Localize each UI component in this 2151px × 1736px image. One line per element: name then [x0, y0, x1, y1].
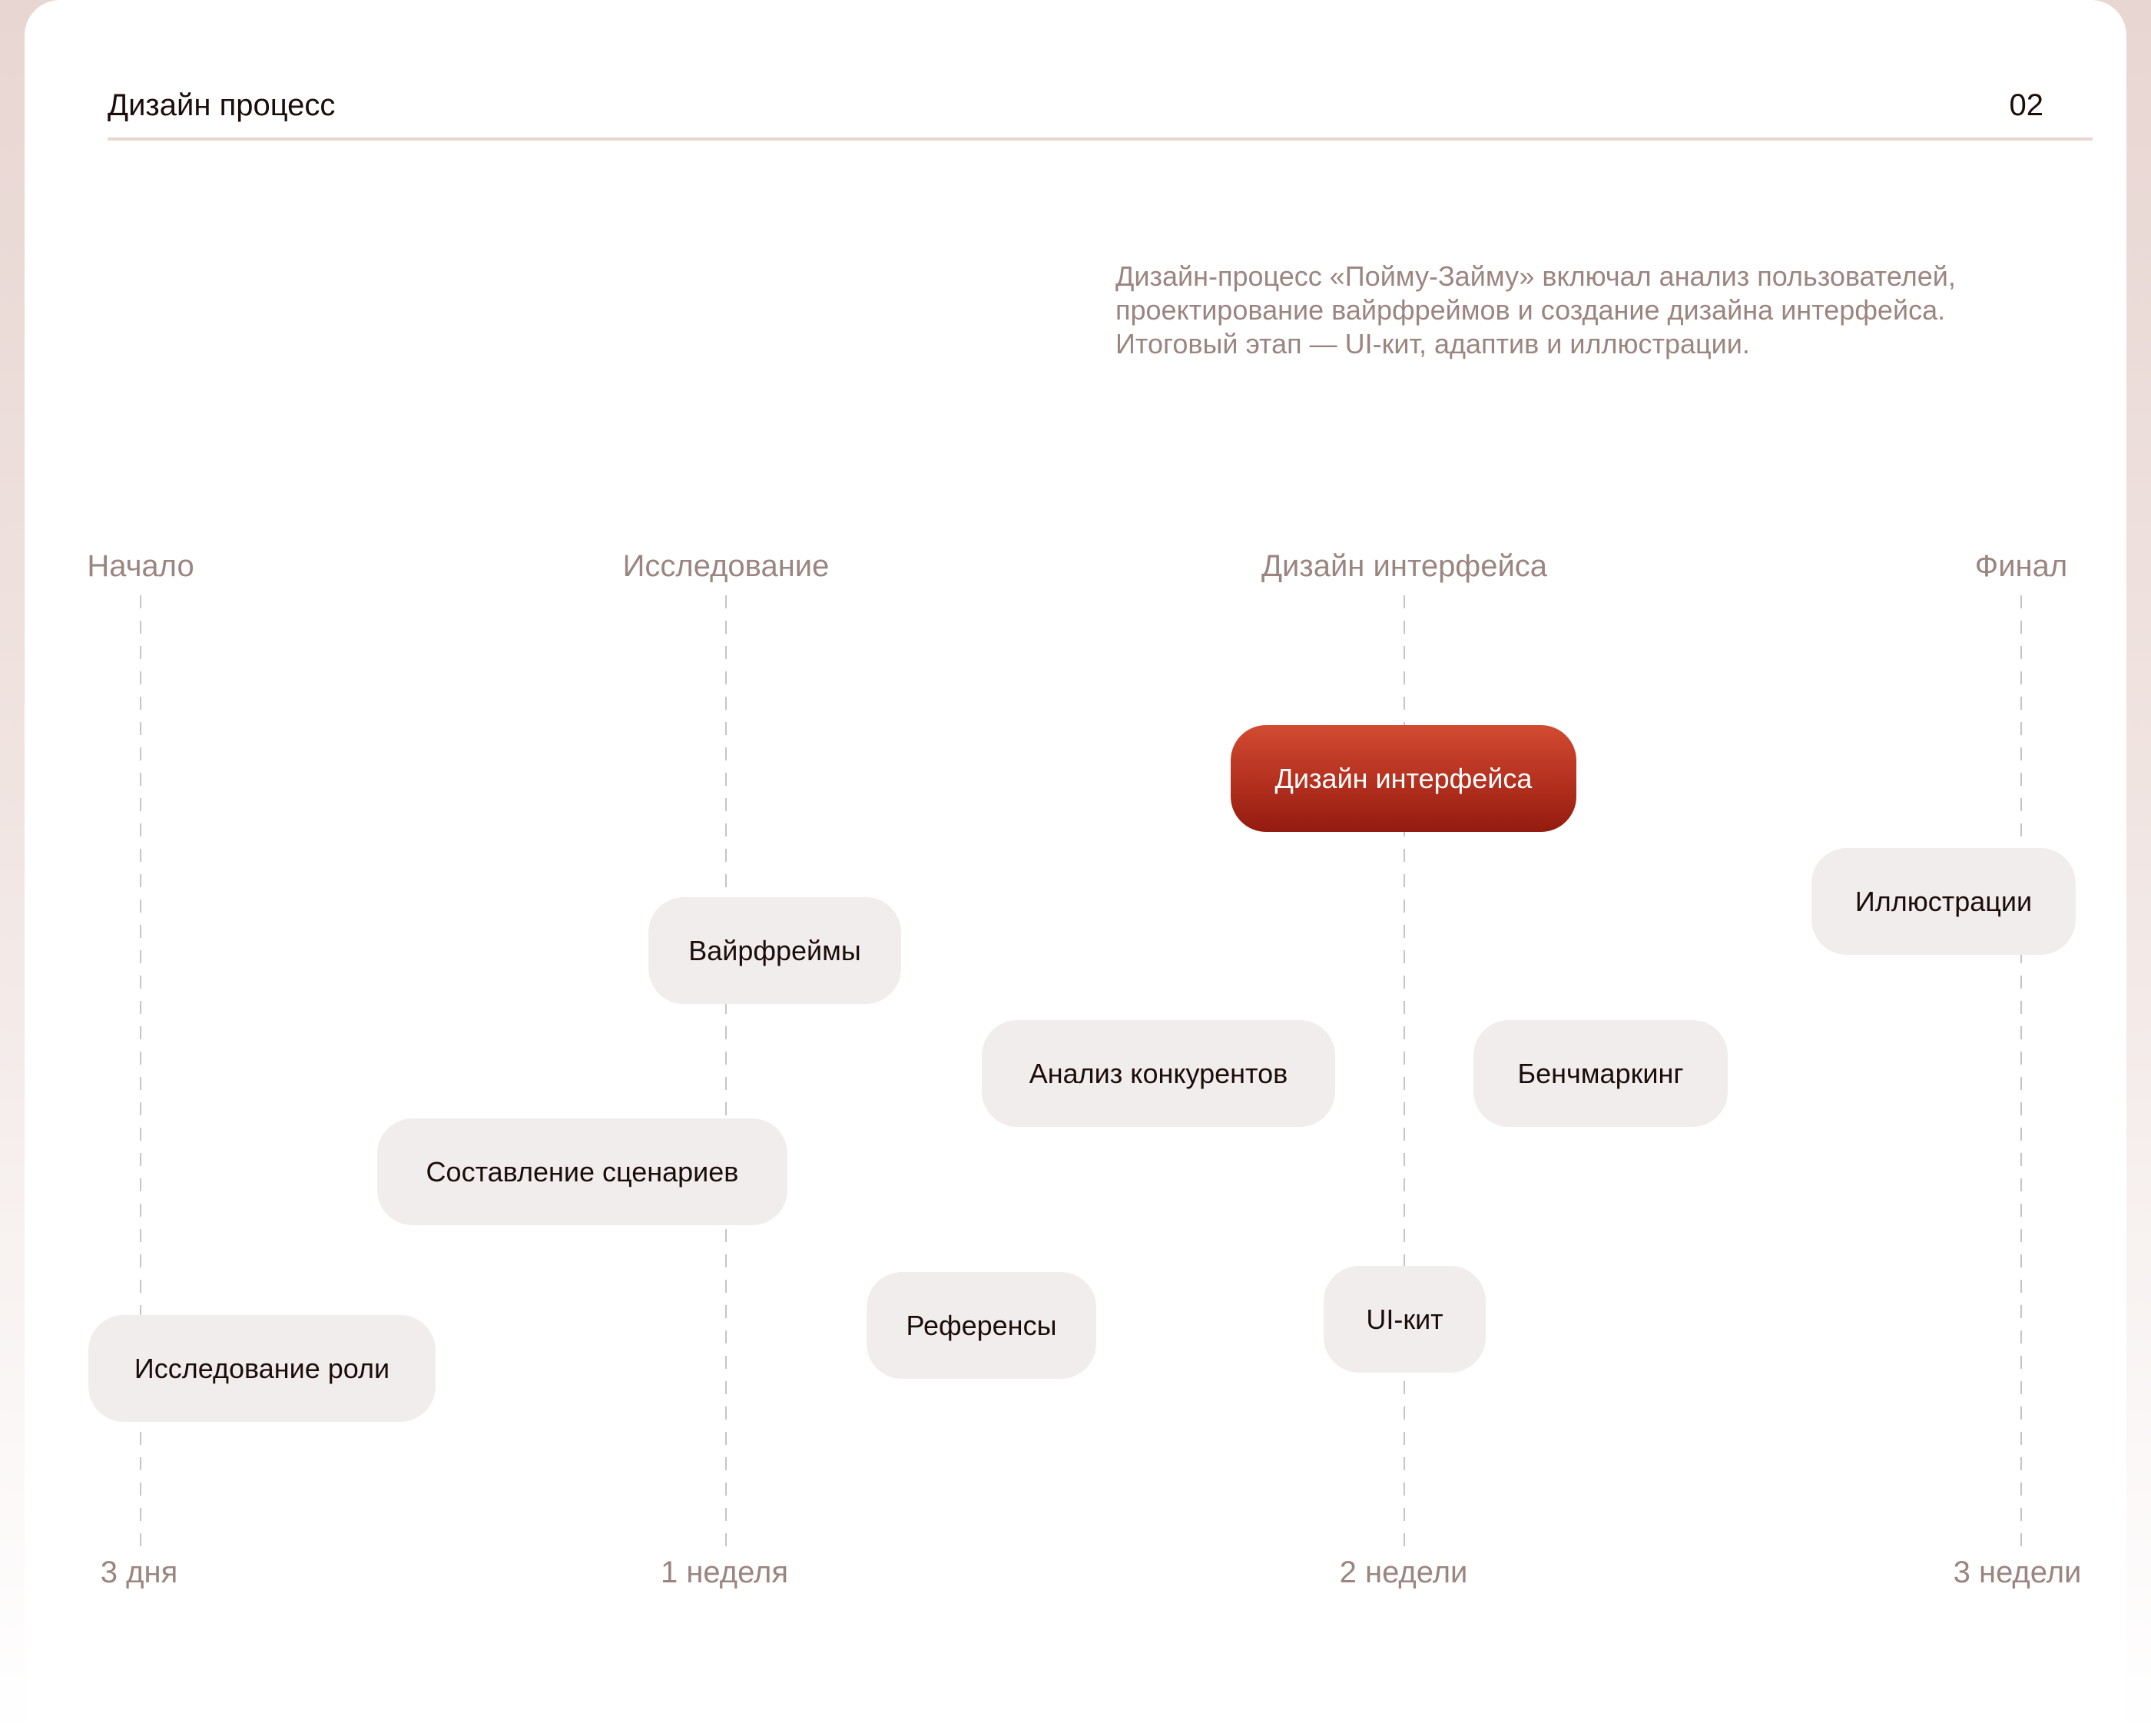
task-pill-competitor-analysis — [982, 1020, 1335, 1127]
intro-line: Итоговый этап — UI-кит, адаптив и иллюстрации. — [1115, 328, 1750, 359]
task-label: Анализ конкурентов — [1029, 1057, 1288, 1089]
page-title: Дизайн процесс — [108, 88, 336, 122]
duration-label-3-days: 3 дня — [100, 1555, 178, 1589]
task-pill-benchmarking — [1473, 1020, 1728, 1127]
intro-paragraph — [1115, 260, 2076, 361]
task-pill-wireframes — [648, 897, 901, 1004]
task-pill-scenarios — [377, 1118, 787, 1225]
task-label: Исследование роли — [134, 1352, 390, 1384]
task-label: Составление сценариев — [426, 1155, 739, 1188]
timeline-guide-research — [724, 595, 727, 1554]
intro-line: Дизайн-процесс «Пойму-Займу» включал анализ пользователей, — [1115, 260, 1956, 292]
phase-label-research: Исследование — [622, 549, 830, 583]
phase-label-start: Начало — [87, 549, 194, 583]
task-pill-interface-design — [1231, 725, 1576, 832]
phase-label-interface-design: Дизайн интерфейса — [1261, 549, 1548, 583]
task-pill-illustrations — [1811, 848, 2076, 955]
duration-label-2-weeks: 2 недели — [1339, 1555, 1468, 1589]
header-divider — [108, 137, 2093, 141]
task-label: Вайрфреймы — [688, 934, 861, 966]
slide-card — [25, 0, 2126, 1736]
phase-label-final: Финал — [1974, 549, 2068, 583]
task-pill-ui-kit — [1324, 1266, 1486, 1373]
task-pill-references — [867, 1272, 1096, 1379]
task-label: Иллюстрации — [1854, 885, 2033, 917]
intro-line: проектирование вайрфреймов и создание дизайна интерфейса. — [1115, 294, 1946, 326]
task-label: UI-кит — [1366, 1303, 1443, 1335]
duration-label-3-weeks: 3 недели — [1953, 1555, 2082, 1589]
task-label: Референсы — [906, 1309, 1057, 1341]
timeline-guide-final — [2020, 595, 2023, 1554]
task-pill-role-research — [88, 1315, 436, 1422]
page-number: 02 — [2009, 88, 2043, 122]
task-label: Бенчмаркинг — [1517, 1057, 1684, 1089]
duration-label-1-week: 1 неделя — [660, 1555, 789, 1589]
task-label: Дизайн интерфейса — [1274, 762, 1533, 794]
